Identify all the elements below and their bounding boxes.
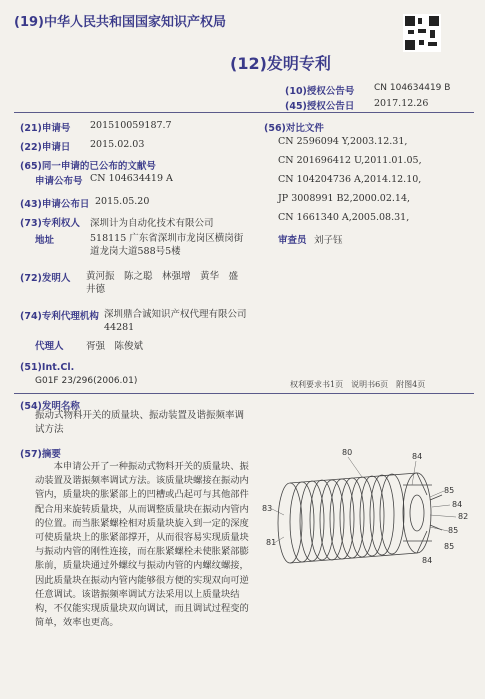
agents: 胥强 陈俊斌 — [86, 341, 144, 352]
pub-date: 2017.12.26 — [374, 98, 429, 109]
agency: 深圳鼎合诚知识产权代理有限公司 44281 — [104, 309, 247, 333]
ref-item: CN 201696412 U,2011.01.05, — [278, 155, 422, 166]
body-divider — [14, 393, 474, 394]
office-name: (19)中华人民共和国国家知识产权局 — [14, 15, 226, 30]
agent-label: 代理人 — [35, 341, 64, 352]
app-no-label: (21)申请号 — [20, 123, 71, 134]
ref-item: CN 104204736 A,2014.12.10, — [278, 174, 422, 185]
address: 518115 广东省深圳市龙岗区横岗街道龙岗大道588号5楼 — [90, 233, 244, 257]
app-date: 2015.02.03 — [90, 139, 145, 150]
fig-label: 85 — [444, 542, 455, 551]
examiner: 刘子钰 — [314, 235, 343, 246]
inventor-label: (72)发明人 — [20, 273, 71, 284]
doc-type-title: (12)发明专利 — [230, 54, 331, 73]
fig-label: 84 — [412, 452, 423, 461]
examiner-label: 审查员 — [278, 235, 307, 246]
inventors: 黄河振 陈之聪 林强增 黄华 盛井德 — [86, 271, 239, 295]
pub-no-label: (10)授权公告号 — [285, 86, 355, 97]
prior-pub-no: CN 104634419 A — [90, 173, 173, 184]
fig-label: 83 — [262, 504, 273, 513]
title-label: (54)发明名称 — [20, 401, 80, 412]
prior-date-label: (43)申请公布日 — [20, 199, 90, 210]
header-divider — [14, 112, 474, 113]
app-date-label: (22)申请日 — [20, 142, 71, 153]
fig-label: 82 — [458, 512, 469, 521]
pub-date-label: (45)授权公告日 — [285, 101, 355, 112]
ipc-label: (51)Int.Cl. — [20, 362, 75, 373]
fig-label: 84 — [452, 500, 463, 509]
ref-item: CN 2596094 Y,2003.12.31, — [278, 136, 408, 147]
pub-no: CN 104634419 B — [374, 83, 451, 93]
thread-rings — [290, 474, 404, 562]
ipc: G01F 23/296(2006.01) — [35, 376, 138, 386]
abstract-label: (57)摘要 — [20, 449, 61, 460]
address-label: 地址 — [35, 235, 55, 246]
ref-item: JP 3008991 B2,2000.02.14, — [278, 193, 411, 204]
owner-label: (73)专利权人 — [20, 218, 80, 229]
fig-label: 81 — [266, 538, 277, 547]
invention-title: 振动式物料开关的质量块、振动装置及谐振频率调试方法 — [35, 410, 245, 435]
mass-block-figure — [262, 445, 482, 595]
ref-item: CN 1661340 A,2005.08.31, — [278, 212, 410, 223]
fig-label: 80 — [342, 448, 353, 457]
prior-pub-label: 申请公布号 — [35, 176, 83, 187]
fig-label: 84 — [422, 556, 433, 565]
prior-pub-heading: (65)同一申请的已公布的文献号 — [20, 161, 156, 172]
fig-label: 85 — [448, 526, 459, 535]
refs-label: (56)对比文件 — [264, 123, 324, 134]
app-no: 201510059187.7 — [90, 120, 172, 131]
fig-label: 85 — [444, 486, 455, 495]
owner: 深圳计为自动化技术有限公司 — [90, 218, 214, 229]
prior-date: 2015.05.20 — [95, 196, 150, 207]
qr-code-icon — [403, 14, 441, 52]
agency-label: (74)专利代理机构 — [20, 311, 99, 322]
page-count: 权利要求书1页 说明书6页 附图4页 — [290, 380, 426, 389]
abstract-text: 本申请公开了一种振动式物料开关的质量块、振动装置及谐振频率调试方法。该质量块螺接在振动内管内，质量块的胀紧部上的凹槽或凸起可与其他部件配合用来旋转质量块，从而调整质量块在振动内管内的位置。而当胀紧螺栓相对质量块旋入到一定的深度可使质量块上的胀紧部撑开，从而很容易实现质量块与振动内管的刚性连接，而在胀紧螺栓未使胀紧部膨胀前，质量块通过外螺纹与振动内管的内螺纹螺接，因此质量块在振动内管内能够很方便的实现双向可逆任意调试。该谐振频率调试方法采用以上质量块结构，不仅能实现质量块双向调试，而且调试过程变的简单，效率也更高。 — [35, 461, 249, 629]
